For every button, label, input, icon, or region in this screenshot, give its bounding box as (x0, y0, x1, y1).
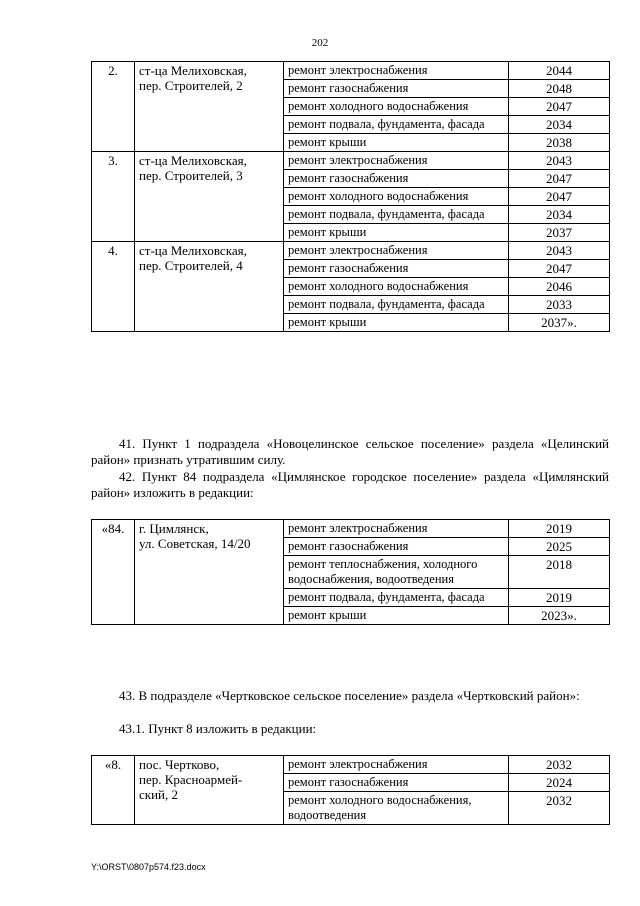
work-type: ремонт газоснабжения (284, 80, 509, 98)
item-address (135, 152, 284, 242)
work-year: 2043 (509, 242, 610, 260)
address-line: ул. Советская, 14/20 (139, 536, 251, 551)
work-year: 2025 (509, 538, 610, 556)
work-year: 2023». (509, 607, 610, 625)
file-path-footer: Y:\ORST\0807p574.f23.docx (91, 862, 206, 872)
table3-body (92, 756, 610, 825)
address-line: пер. Строителей, 3 (139, 168, 243, 183)
address-line: г. Цимлянск, (139, 521, 209, 536)
address-line: пер. Красноармей- (139, 772, 243, 787)
work-type: ремонт газоснабжения (284, 538, 509, 556)
work-type: ремонт крыши (284, 314, 509, 332)
page-number: 202 (311, 37, 329, 49)
work-type: ремонт газоснабжения (284, 774, 509, 792)
work-year: 2046 (509, 278, 610, 296)
work-type: ремонт электроснабжения (284, 756, 509, 774)
table-row (92, 520, 610, 538)
work-year: 2047 (509, 170, 610, 188)
work-type: ремонт газоснабжения (284, 170, 509, 188)
work-year: 2048 (509, 80, 610, 98)
repair-schedule-table-1 (91, 61, 610, 332)
work-year: 2019 (509, 589, 610, 607)
work-year: 2034 (509, 116, 610, 134)
item-address (135, 520, 284, 625)
repair-schedule-table-2 (91, 519, 610, 625)
work-type: ремонт холодного водоснабжения (284, 98, 509, 116)
work-type: ремонт подвала, фундамента, фасада (284, 116, 509, 134)
work-type: ремонт крыши (284, 607, 509, 625)
table-row (92, 62, 610, 80)
item-address (135, 62, 284, 152)
work-year: 2047 (509, 98, 610, 116)
work-type: ремонт холодного водоснабжения (284, 278, 509, 296)
address-line: ст-ца Мелиховская, (139, 153, 247, 168)
work-year: 2047 (509, 260, 610, 278)
work-year: 2033 (509, 296, 610, 314)
item-number: 4. (92, 242, 135, 332)
repair-schedule-table-3 (91, 755, 610, 825)
work-year: 2037». (509, 314, 610, 332)
paragraph-42-text: 42. Пункт 84 подраздела «Цимлянское городское поселение» раздела «Цимлянский район» изложить в редакции: (91, 469, 609, 500)
paragraph-43-1 (91, 721, 609, 737)
paragraph-43-1-text: 43.1. Пункт 8 изложить в редакции: (119, 721, 317, 736)
work-type: ремонт подвала, фундамента, фасада (284, 589, 509, 607)
work-type: ремонт электроснабжения (284, 242, 509, 260)
work-year: 2024 (509, 774, 610, 792)
table-row (92, 756, 610, 774)
address-line: ский, 2 (139, 787, 178, 802)
paragraph-41 (91, 436, 609, 468)
paragraph-42 (91, 469, 609, 501)
paragraph-41-text: 41. Пункт 1 подраздела «Новоцелинское сельское поселение» раздела «Целинский район» признать утратившим силу. (91, 436, 609, 467)
address-line: пер. Строителей, 2 (139, 78, 243, 93)
paragraph-43 (91, 688, 609, 704)
work-year: 2018 (509, 556, 610, 589)
item-address (135, 242, 284, 332)
work-year: 2047 (509, 188, 610, 206)
item-address (135, 756, 284, 825)
work-year: 2038 (509, 134, 610, 152)
work-type: ремонт электроснабжения (284, 520, 509, 538)
work-year: 2019 (509, 520, 610, 538)
work-type: ремонт подвала, фундамента, фасада (284, 206, 509, 224)
work-year: 2037 (509, 224, 610, 242)
item-number: 2. (92, 62, 135, 152)
item-number: «8. (92, 756, 135, 825)
work-type: ремонт электроснабжения (284, 152, 509, 170)
work-year: 2032 (509, 756, 610, 774)
table-row (92, 242, 610, 260)
work-year: 2043 (509, 152, 610, 170)
work-type: ремонт газоснабжения (284, 260, 509, 278)
table2-body (92, 520, 610, 625)
work-type: ремонт холодного водоснабжения, водоотведения (284, 792, 509, 825)
paragraph-43-text: 43. В подразделе «Чертковское сельское поселение» раздела «Чертковский район»: (119, 688, 580, 703)
table1-body (92, 62, 610, 332)
work-year: 2044 (509, 62, 610, 80)
work-type: ремонт подвала, фундамента, фасада (284, 296, 509, 314)
item-number: «84. (92, 520, 135, 625)
work-type: ремонт крыши (284, 224, 509, 242)
work-year: 2034 (509, 206, 610, 224)
address-line: ст-ца Мелиховская, (139, 243, 247, 258)
table-row (92, 152, 610, 170)
work-type: ремонт электроснабжения (284, 62, 509, 80)
work-year: 2032 (509, 792, 610, 825)
address-line: пер. Строителей, 4 (139, 258, 243, 273)
address-line: ст-ца Мелиховская, (139, 63, 247, 78)
address-line: пос. Чертково, (139, 757, 220, 772)
item-number: 3. (92, 152, 135, 242)
work-type: ремонт крыши (284, 134, 509, 152)
work-type: ремонт теплоснабжения, холодного водоснабжения, водоотведения (284, 556, 509, 589)
work-type: ремонт холодного водоснабжения (284, 188, 509, 206)
